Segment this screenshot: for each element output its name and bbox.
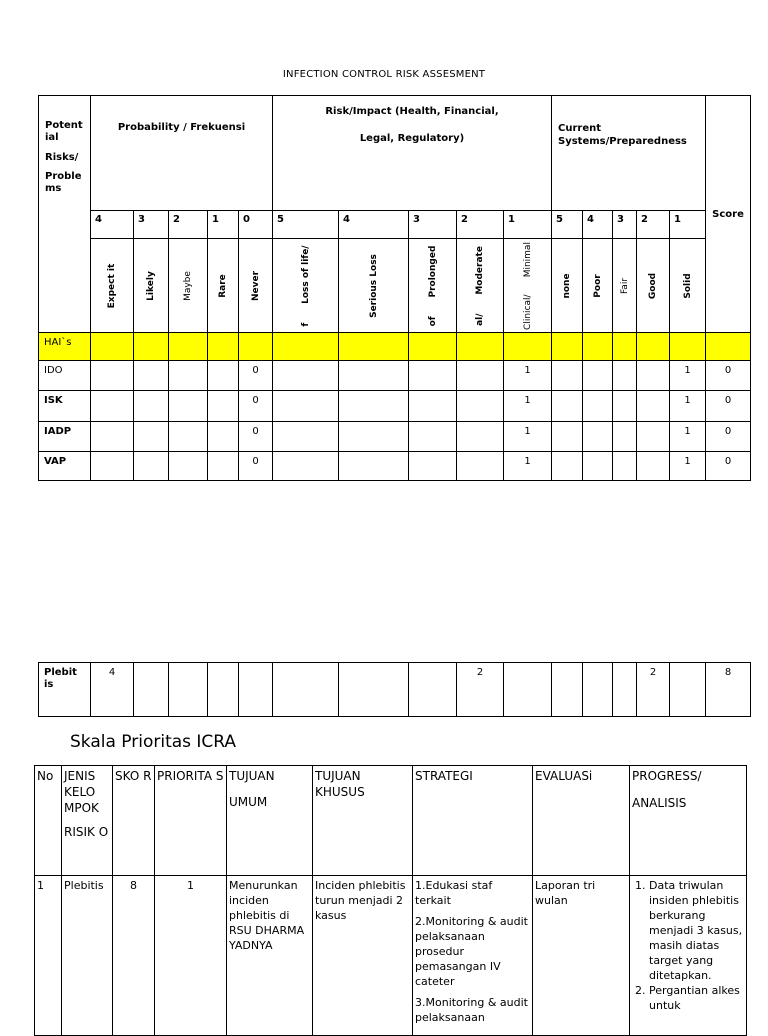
- never-value: 0: [239, 422, 273, 452]
- label-cell: Clinical/ Minimal: [504, 239, 552, 333]
- score-cell: 3: [134, 211, 169, 239]
- score-value: 0: [706, 361, 751, 391]
- table-row: [39, 663, 751, 717]
- current-systems-header: Current Systems/Preparedness: [552, 96, 706, 211]
- row-no: 1: [35, 876, 62, 1036]
- row-evaluasi: Laporan tri wulan: [533, 876, 630, 1036]
- row-progress: 1. Data triwulan insiden phlebitis berkurang menjadi 3 kasus, masih diatas target yang ditetapkan. 2. Pergantian alkes untuk: [630, 876, 747, 1036]
- expect-value: 4: [91, 663, 134, 717]
- score-cell: 5: [552, 211, 583, 239]
- solid-value: 1: [670, 391, 706, 422]
- header-row: [35, 766, 747, 876]
- row-label: IADP: [39, 422, 91, 452]
- score-cell: 2: [169, 211, 208, 239]
- solid-value: 1: [670, 422, 706, 452]
- header-strategi: STRATEGI: [413, 766, 533, 876]
- label-cell: f Loss of life/: [273, 239, 339, 333]
- score-cell: 3: [409, 211, 457, 239]
- icra-table: [38, 95, 751, 481]
- score-cell: 3: [613, 211, 637, 239]
- impact-value: 1: [504, 391, 552, 422]
- probability-header: Probability / Frekuensi: [91, 96, 273, 211]
- header-tujuan-khusus: TUJUAN KHUSUS: [313, 766, 413, 876]
- plebitis-table: [38, 662, 751, 717]
- score-cell: 1: [208, 211, 239, 239]
- priority-table: [34, 765, 747, 1036]
- solid-value: 1: [670, 452, 706, 481]
- score-value: 0: [706, 422, 751, 452]
- score-cell: 5: [273, 211, 339, 239]
- label-cell: Expect it: [91, 239, 134, 333]
- score-cell: 1: [670, 211, 706, 239]
- table-row: [39, 333, 751, 361]
- table-row: [35, 876, 747, 1036]
- score-cell: 2: [457, 211, 504, 239]
- score-value: 8: [706, 663, 751, 717]
- score-cell: 1: [504, 211, 552, 239]
- score-value: 0: [706, 452, 751, 481]
- never-value: 0: [239, 361, 273, 391]
- table-row: [39, 452, 751, 481]
- row-label: Plebit is: [39, 663, 91, 717]
- label-cell: Maybe: [169, 239, 208, 333]
- score-cell: 4: [339, 211, 409, 239]
- potential-risks-header: Potent ial Risks/ Proble ms: [39, 96, 91, 333]
- row-tujuan-khusus: Inciden phlebitis turun menjadi 2 kasus: [313, 876, 413, 1036]
- label-cell: Solid: [670, 239, 706, 333]
- label-cell: Good: [637, 239, 670, 333]
- header-evaluasi: EVALUASi: [533, 766, 630, 876]
- risk-impact-header: Risk/Impact (Health, Financial, Legal, Regulatory): [273, 96, 552, 211]
- table-row: [39, 391, 751, 422]
- row-label: HAI`s: [39, 333, 91, 361]
- header-prioritas: PRIORITA S: [155, 766, 227, 876]
- document-title: INFECTION CONTROL RISK ASSESMENT: [282, 69, 486, 80]
- priority-heading: Skala Prioritas ICRA: [70, 732, 237, 752]
- row-label: ISK: [39, 391, 91, 422]
- header-tujuan-umum: TUJUAN UMUM: [227, 766, 313, 876]
- row-tujuan-umum: Menurunkan inciden phlebitis di RSU DHARMA YADNYA: [227, 876, 313, 1036]
- row-label: IDO: [39, 361, 91, 391]
- label-cell: Rare: [208, 239, 239, 333]
- header-jenis: JENIS KELO MPOK RISIK O: [62, 766, 113, 876]
- score-cell: 4: [91, 211, 134, 239]
- score-header: Score: [706, 96, 751, 333]
- impact-value: 1: [504, 422, 552, 452]
- moderate-value: 2: [457, 663, 504, 717]
- score-value: 0: [706, 391, 751, 422]
- row-prioritas: 1: [155, 876, 227, 1036]
- label-cell: none: [552, 239, 583, 333]
- header-no: No: [35, 766, 62, 876]
- solid-value: 1: [670, 361, 706, 391]
- header-skor: SKO R: [113, 766, 155, 876]
- label-cell: Likely: [134, 239, 169, 333]
- row-strategi: 1.Edukasi staf terkait 2.Monitoring & audit pelaksanaan prosedur pemasangan IV cateter 3.Monitoring & audit pelaksanaan: [413, 876, 533, 1036]
- score-cell: 0: [239, 211, 273, 239]
- row-skor: 8: [113, 876, 155, 1036]
- score-cell: 4: [583, 211, 613, 239]
- row-label: VAP: [39, 452, 91, 481]
- good-value: 2: [637, 663, 670, 717]
- label-cell: Never: [239, 239, 273, 333]
- score-row: [39, 211, 751, 239]
- header-progress: PROGRESS/ ANALISIS: [630, 766, 747, 876]
- never-value: 0: [239, 452, 273, 481]
- impact-value: 1: [504, 452, 552, 481]
- label-cell: Fair: [613, 239, 637, 333]
- label-cell: Poor: [583, 239, 613, 333]
- table-row: [39, 361, 751, 391]
- impact-value: 1: [504, 361, 552, 391]
- never-value: 0: [239, 391, 273, 422]
- label-cell: al/ Moderate: [457, 239, 504, 333]
- table-row: [39, 422, 751, 452]
- label-cell: Serious Loss: [339, 239, 409, 333]
- label-cell: of Prolonged: [409, 239, 457, 333]
- label-row: [39, 239, 751, 333]
- score-cell: 2: [637, 211, 670, 239]
- row-jenis: Plebitis: [62, 876, 113, 1036]
